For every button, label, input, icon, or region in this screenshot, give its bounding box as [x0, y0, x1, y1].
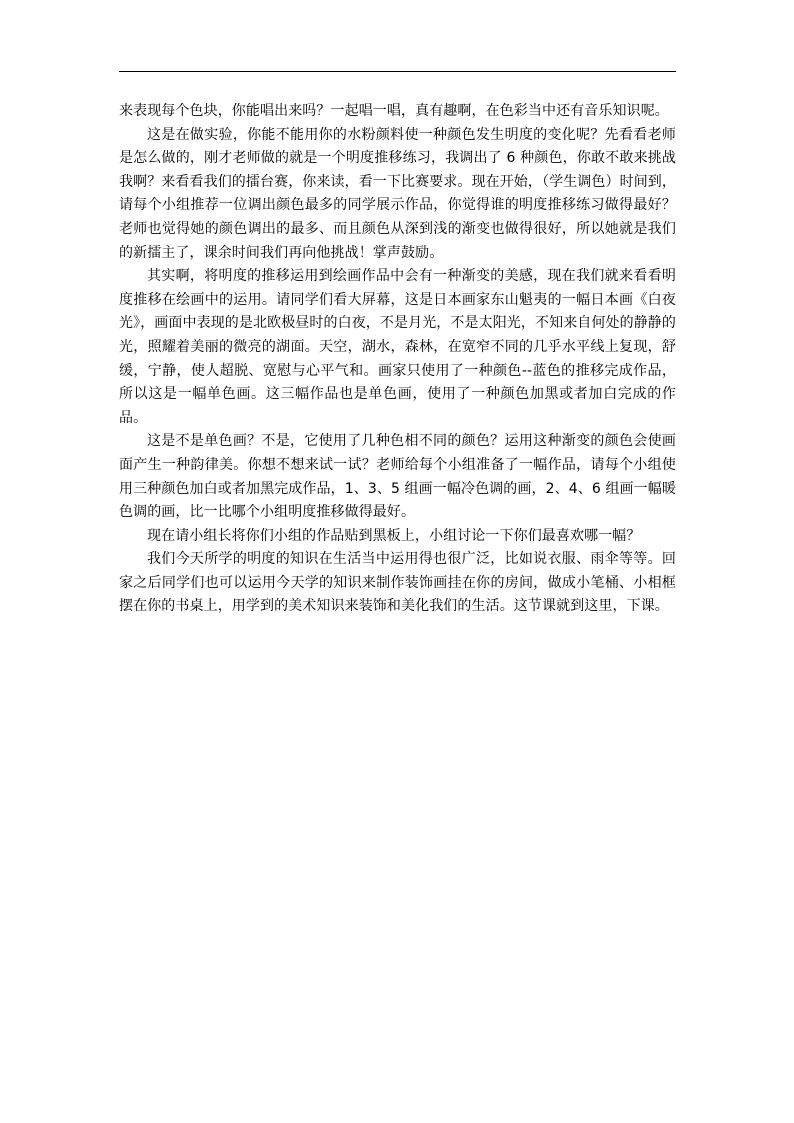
paragraph-2: 这是在做实验，你能不能用你的水粉颜料使一种颜色发生明度的变化呢？先看看老师是怎么做的，刚才老师做的就是一个明度推移练习，我调出了 6 种颜色，你敢不敢来挑战我啊？来看看我们的擂台赛，你来读，看一下比赛要求。现在开始，（学生调色）时间到，请每个小组推荐一位调出颜色最多的同学展示作品，你觉得谁的明度推移练习做得最好？老师也觉得她的颜色调出的最多、而且颜色从深到浅的渐变也做得很好，所以她就是我们的新擂主了，课余时间我们再向他挑战！掌声鼓励。	[119, 126, 676, 261]
document-body	[119, 100, 676, 619]
paragraph-4: 这是不是单色画？不是，它使用了几种色相不同的颜色？运用这种渐变的颜色会使画面产生一种韵律美。你想不想来试一试？老师给每个小组准备了一幅作品，请每个小组使用三种颜色加白或者加黑完成作品，1、3、5 组画一幅冷色调的画，2、4、6 组画一幅暖色调的画，比一比哪个小组明度推移做得最好。	[119, 433, 676, 521]
paragraph-3: 其实啊，将明度的推移运用到绘画作品中会有一种渐变的美感，现在我们就来看看明度推移在绘画中的运用。请同学们看大屏幕，这是日本画家东山魁夷的一幅日本画《白夜光》，画面中表现的是北欧极昼时的白夜，不是月光，不是太阳光，不知来自何处的静静的光，照耀着美丽的微亮的湖面。天空，湖水，森林，在宽窄不同的几乎水平线上复现，舒缓，宁静，使人超脱、宽慰与心平气和。画家只使用了一种颜色--蓝色的推移完成作品，所以这是一幅单色画。这三幅作品也是单色画，使用了一种颜色加黑或者加白完成的作品。	[119, 268, 676, 426]
header-rule	[119, 71, 676, 72]
paragraph-1: 来表现每个色块，你能唱出来吗？一起唱一唱，真有趣啊，在色彩当中还有音乐知识呢。	[119, 103, 669, 119]
paragraph-6: 我们今天所学的明度的知识在生活当中运用得也很广泛，比如说衣服、雨伞等等。回家之后同学们也可以运用今天学的知识来制作装饰画挂在你的房间，做成小笔桶、小相框摆在你的书桌上，用学到的美术知识来装饰和美化我们的生活。这节课就到这里，下课。	[119, 551, 676, 615]
paragraph-5: 现在请小组长将你们小组的作品贴到黑板上，小组讨论一下你们最喜欢哪一幅？	[147, 527, 641, 544]
